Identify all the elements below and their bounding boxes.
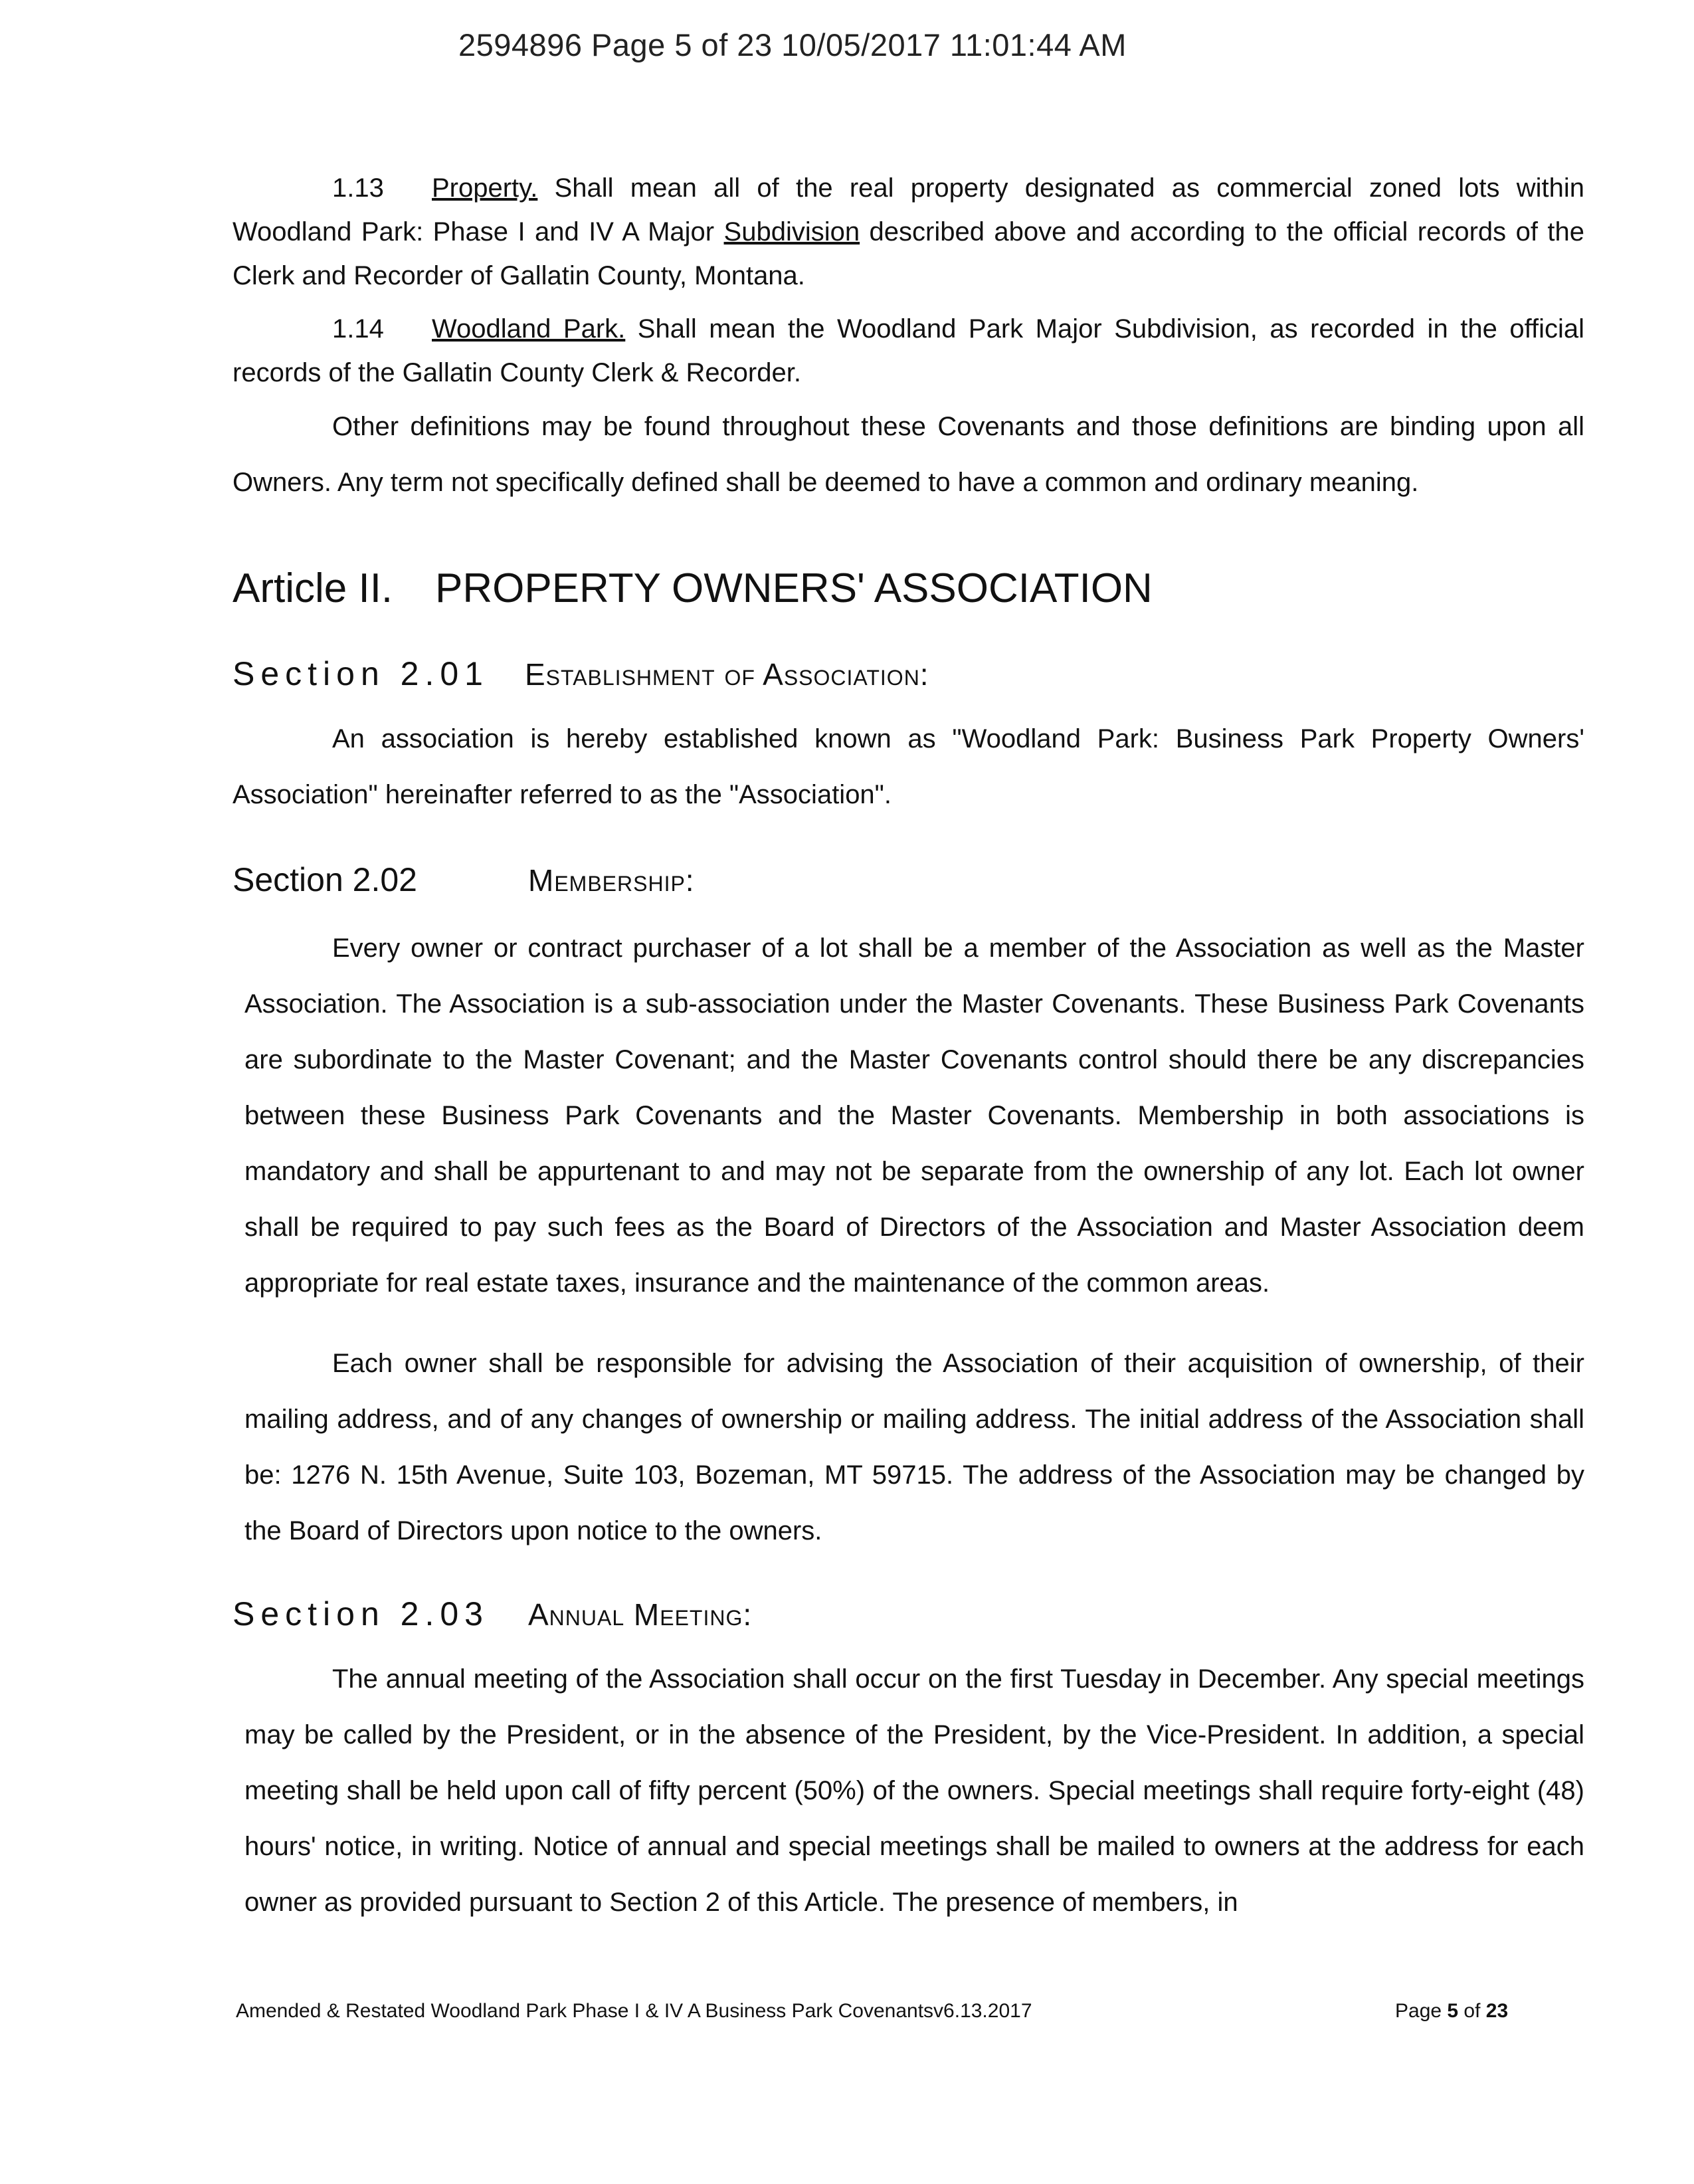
paragraph-text: An association is hereby established known as "Woodland Park: Business Park Property Owners' Association" hereinafter referred to as the "Association". <box>233 724 1584 809</box>
other-definitions-paragraph <box>233 399 1584 510</box>
footer-document-name: Amended & Restated Woodland Park Phase I & IV A Business Park Covenantsv6.13.2017 <box>236 2000 1032 2022</box>
page-of: of <box>1458 2000 1486 2022</box>
recording-stamp: 2594896 Page 5 of 23 10/05/2017 11:01:44 AM <box>458 27 1127 62</box>
definition-1-14 <box>233 307 1584 395</box>
section-2-03-heading <box>233 1595 752 1633</box>
section-title: Annual Meeting: <box>528 1597 753 1632</box>
definition-term: Woodland Park. <box>432 314 626 344</box>
section-label: Section 2.02 <box>233 861 417 898</box>
paragraph-text: The annual meeting of the Association shall occur on the first Tuesday in December. Any special meetings may be called by the President, or in the absence of the President, by the Vice-President. In addition, a special meeting shall be held upon call of fifty percent (50%) of the owners. Special meetings shall require forty-eight (48) hours' notice, in writing. Notice of annual and special meetings shall be mailed to owners at the address for each owner as provided pursuant to Section 2 of this Article. The presence of members, in <box>244 1664 1584 1917</box>
page-prefix: Page <box>1395 2000 1448 2022</box>
definition-term: Property. <box>432 173 538 203</box>
definition-underlined-word: Subdivision <box>723 217 860 247</box>
section-2-01-body <box>233 711 1584 823</box>
paragraph-text: Other definitions may be found throughout these Covenants and those definitions are binding upon all Owners. Any term not specifically defined shall be deemed to have a common and ordinary meaning. <box>233 412 1584 497</box>
page-total: 23 <box>1485 2000 1509 2022</box>
section-2-01-heading <box>233 654 929 693</box>
definition-text: Shall mean the Woodland Park Major Subdivision, as recorded in the official records of the Gallatin County Clerk & Recorder. <box>233 314 1584 387</box>
paragraph-text: Every owner or contract purchaser of a lot shall be a member of the Association as well as the Master Association. The Association is a sub-association under the Master Covenants. These Business Park Covenants are subordinate to the Master Covenant; and the Master Covenants control should there be any discrepancies between these Business Park Covenants and the Master Covenants. Membership in both associations is mandatory and shall be appurtenant to and may not be separate from the ownership of any lot. Each lot owner shall be required to pay such fees as the Board of Directors of the Association and Master Association deem appropriate for real estate taxes, insurance and the maintenance of the common areas. <box>244 934 1584 1298</box>
section-2-02-body-1 <box>244 920 1584 1311</box>
section-2-02-body-2 <box>244 1336 1584 1559</box>
definition-number: 1.13 <box>332 173 384 203</box>
article-title: PROPERTY OWNERS' ASSOCIATION <box>435 565 1153 611</box>
section-title: Membership: <box>528 863 695 898</box>
section-title: Establishment of Association: <box>525 657 929 692</box>
paragraph-text: Each owner shall be responsible for advising the Association of their acquisition of ownership, of their mailing address, and of any changes of ownership or mailing address. The initial address of the Association shall be: 1276 N. 15th Avenue, Suite 103, Bozeman, MT 59715. The address of the Association may be changed by the Board of Directors upon notice to the owners. <box>244 1349 1584 1545</box>
section-label: Section 2.01 <box>233 655 489 692</box>
section-2-02-heading <box>233 860 695 899</box>
section-2-03-body <box>244 1651 1584 1930</box>
definition-number: 1.14 <box>332 314 384 344</box>
definition-text-continued: described above and according to the official records of the Clerk and Recorder of Gallatin County, Montana. <box>233 217 1584 290</box>
definition-1-13 <box>233 166 1584 298</box>
definition-text: Shall mean all of the real property designated as commercial zoned lots within Woodland Park: Phase I and IV A Major <box>233 173 1584 247</box>
page-current: 5 <box>1447 2000 1459 2022</box>
article-heading <box>233 565 1153 612</box>
footer-page-number <box>1395 2000 1508 2023</box>
section-label: Section 2.03 <box>233 1595 489 1633</box>
article-label: Article II. <box>233 565 393 611</box>
